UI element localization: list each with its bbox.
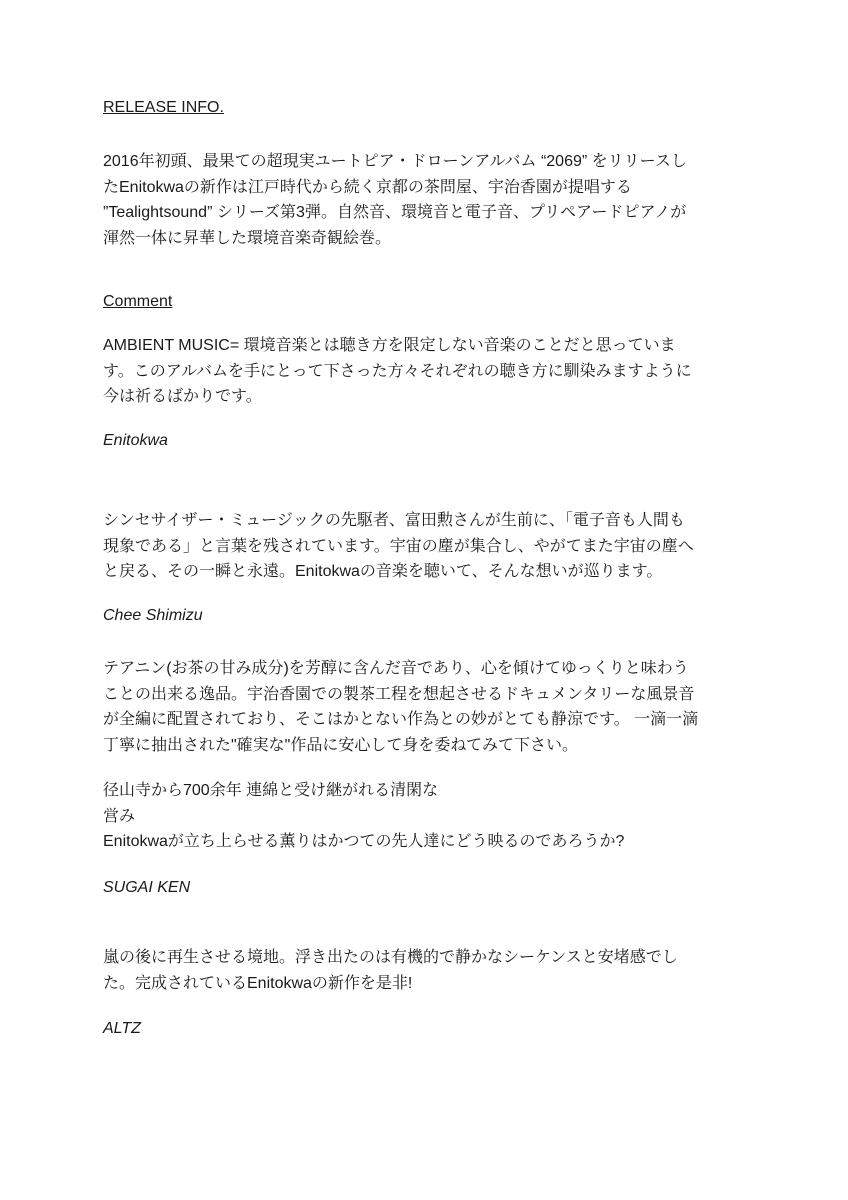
release-info-heading: RELEASE INFO. <box>103 99 224 116</box>
paragraph-line: AMBIENT MUSIC= 環境音楽とは聴き方を限定しない音楽のことだと思っていま <box>103 337 676 354</box>
comment-author-chee-shimizu: Chee Shimizu <box>103 607 203 624</box>
paragraph-line: 径山寺から700余年 連綿と受け継がれる清閑な <box>103 782 439 799</box>
paragraph-line: 丁寧に抽出された"確実な"作品に安心して身を委ねてみて下さい。 <box>103 736 578 754</box>
paragraph-line: す。このアルバムを手にとって下さった方々それぞれの聴き方に馴染みますように <box>103 362 692 380</box>
paragraph-line: ”Tealightsound” シリーズ第3弾。自然音、環境音と電子音、プリペアードピアノが <box>103 204 687 221</box>
comment-author-enitokwa: Enitokwa <box>103 432 168 449</box>
paragraph-line: と戻る、その一瞬と永遠。Enitokwaの音楽を聴いて、そんな想いが巡ります。 <box>103 563 663 580</box>
comment-paragraph-chee-shimizu <box>103 508 694 585</box>
paragraph-line: 営み <box>103 807 136 825</box>
paragraph-line: 渾然一体に昇華した環境音楽奇観絵巻。 <box>103 229 392 247</box>
comment-author-altz: ALTZ <box>103 1020 141 1037</box>
paragraph-line: が全編に配置されており、そこはかとない作為との妙がとても静涼です。 一滴一滴 <box>103 711 699 728</box>
paragraph-line: シンセサイザー・ミュージックの先駆者、富田勲さんが生前に、「電子音も人間も <box>103 512 685 529</box>
comment-paragraph-enitokwa <box>103 333 692 410</box>
paragraph-line: テアニン(お茶の甘み成分)を芳醇に含んだ音であり、心を傾けてゆっくりと味わう <box>103 660 689 677</box>
paragraph-line: 2016年初頭、最果ての超現実ユートピア・ドローンアルバム “2069” をリリースし <box>103 153 687 170</box>
comment-heading: Comment <box>103 293 173 310</box>
comment-author-sugai-ken: SUGAI KEN <box>103 879 191 896</box>
paragraph-line: 現象である」と言葉を残されています。宇宙の塵が集合し、やがてまた宇宙の塵へ <box>103 537 694 555</box>
paragraph-line: 今は祈るばかりです。 <box>103 388 262 405</box>
paragraph-line: 嵐の後に再生させる境地。浮き出たのは有機的で静かなシーケンスと安堵感でし <box>103 949 678 966</box>
comment-paragraph-sugai-ken <box>103 656 698 758</box>
paragraph-line: Enitokwaが立ち上らせる薫りはかつての先人達にどう映るのであろうか? <box>103 833 625 850</box>
paragraph-line: たEnitokwaの新作は江戸時代から続く京都の茶問屋、宇治香園が提唱する <box>103 178 632 196</box>
release-info-paragraph <box>103 149 687 251</box>
comment-paragraph-altz <box>103 945 678 996</box>
comment-extra-paragraph-sugai-ken <box>103 778 624 855</box>
paragraph-line: た。完成されているEnitokwaの新作を是非! <box>103 974 413 992</box>
paragraph-line: ことの出来る逸品。宇治香園での製茶工程を想起させるドキュメンタリーな風景音 <box>103 685 695 703</box>
